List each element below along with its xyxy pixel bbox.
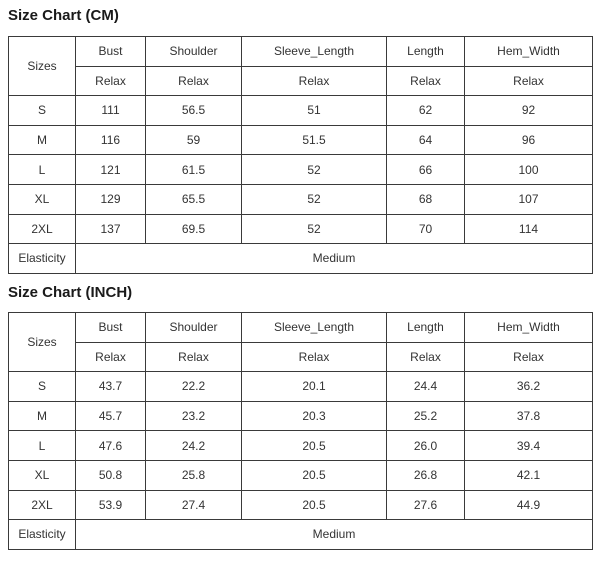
measurement-cell: 121 (76, 155, 146, 185)
size-chart-cm-table (8, 36, 593, 274)
fit-cell: Relax (387, 66, 465, 96)
size-label-cell: XL (9, 184, 76, 214)
fit-cell: Relax (387, 342, 465, 372)
fit-cell: Relax (465, 342, 593, 372)
measurement-cell: 20.1 (242, 372, 387, 402)
header-row (9, 37, 593, 67)
measurement-cell: 52 (242, 155, 387, 185)
column-header-cell: Shoulder (146, 313, 242, 343)
measurement-cell: 42.1 (465, 460, 593, 490)
measurement-cell: 22.2 (146, 372, 242, 402)
elasticity-row (9, 244, 593, 274)
column-header-cell: Length (387, 313, 465, 343)
elasticity-value-cell: Medium (76, 520, 593, 550)
column-header-cell: Shoulder (146, 37, 242, 67)
fit-cell: Relax (242, 66, 387, 96)
table-row (9, 372, 593, 402)
measurement-cell: 20.3 (242, 401, 387, 431)
measurement-cell: 23.2 (146, 401, 242, 431)
table-row (9, 155, 593, 185)
fit-row (9, 66, 593, 96)
measurement-cell: 52 (242, 184, 387, 214)
measurement-cell: 53.9 (76, 490, 146, 520)
measurement-cell: 27.6 (387, 490, 465, 520)
measurement-cell: 44.9 (465, 490, 593, 520)
measurement-cell: 25.2 (387, 401, 465, 431)
size-label-cell: L (9, 431, 76, 461)
table-row (9, 184, 593, 214)
column-header-cell: Length (387, 37, 465, 67)
measurement-cell: 66 (387, 155, 465, 185)
measurement-cell: 111 (76, 96, 146, 126)
table-row (9, 401, 593, 431)
column-header-cell: Sleeve_Length (242, 313, 387, 343)
measurement-cell: 50.8 (76, 460, 146, 490)
size-label-cell: 2XL (9, 214, 76, 244)
measurement-cell: 26.8 (387, 460, 465, 490)
measurement-cell: 64 (387, 125, 465, 155)
measurement-cell: 137 (76, 214, 146, 244)
size-label-cell: S (9, 96, 76, 126)
measurement-cell: 43.7 (76, 372, 146, 402)
measurement-cell: 27.4 (146, 490, 242, 520)
measurement-cell: 39.4 (465, 431, 593, 461)
measurement-cell: 69.5 (146, 214, 242, 244)
column-header-cell: Hem_Width (465, 313, 593, 343)
measurement-cell: 92 (465, 96, 593, 126)
size-label-cell: M (9, 125, 76, 155)
measurement-cell: 24.4 (387, 372, 465, 402)
measurement-cell: 107 (465, 184, 593, 214)
fit-cell: Relax (76, 342, 146, 372)
measurement-cell: 20.5 (242, 431, 387, 461)
measurement-cell: 52 (242, 214, 387, 244)
elasticity-label-cell: Elasticity (9, 244, 76, 274)
measurement-cell: 24.2 (146, 431, 242, 461)
size-label-cell: XL (9, 460, 76, 490)
column-header-cell: Bust (76, 37, 146, 67)
measurement-cell: 59 (146, 125, 242, 155)
measurement-cell: 68 (387, 184, 465, 214)
measurement-cell: 20.5 (242, 490, 387, 520)
size-label-cell: S (9, 372, 76, 402)
measurement-cell: 65.5 (146, 184, 242, 214)
measurement-cell: 47.6 (76, 431, 146, 461)
measurement-cell: 45.7 (76, 401, 146, 431)
measurement-cell: 25.8 (146, 460, 242, 490)
measurement-cell: 61.5 (146, 155, 242, 185)
measurement-cell: 114 (465, 214, 593, 244)
measurement-cell: 116 (76, 125, 146, 155)
measurement-cell: 20.5 (242, 460, 387, 490)
measurement-cell: 51 (242, 96, 387, 126)
measurement-cell: 129 (76, 184, 146, 214)
measurement-cell: 37.8 (465, 401, 593, 431)
header-row (9, 313, 593, 343)
fit-cell: Relax (76, 66, 146, 96)
fit-cell: Relax (465, 66, 593, 96)
column-header-cell: Sleeve_Length (242, 37, 387, 67)
elasticity-row (9, 520, 593, 550)
table-row (9, 96, 593, 126)
size-chart-cm-title: Size Chart (CM) (8, 7, 119, 24)
fit-cell: Relax (146, 342, 242, 372)
measurement-cell: 100 (465, 155, 593, 185)
measurement-cell: 51.5 (242, 125, 387, 155)
column-header-cell: Bust (76, 313, 146, 343)
measurement-cell: 26.0 (387, 431, 465, 461)
sizes-header-cell: Sizes (9, 313, 76, 372)
size-label-cell: 2XL (9, 490, 76, 520)
elasticity-label-cell: Elasticity (9, 520, 76, 550)
measurement-cell: 56.5 (146, 96, 242, 126)
measurement-cell: 36.2 (465, 372, 593, 402)
elasticity-value-cell: Medium (76, 244, 593, 274)
fit-cell: Relax (242, 342, 387, 372)
table-row (9, 490, 593, 520)
table-row (9, 214, 593, 244)
fit-row (9, 342, 593, 372)
table-row (9, 125, 593, 155)
table-row (9, 431, 593, 461)
sizes-header-cell: Sizes (9, 37, 76, 96)
size-chart-inch-table (8, 312, 593, 550)
measurement-cell: 96 (465, 125, 593, 155)
fit-cell: Relax (146, 66, 242, 96)
table-row (9, 460, 593, 490)
size-label-cell: L (9, 155, 76, 185)
size-chart-inch-title: Size Chart (INCH) (8, 284, 133, 301)
column-header-cell: Hem_Width (465, 37, 593, 67)
measurement-cell: 70 (387, 214, 465, 244)
measurement-cell: 62 (387, 96, 465, 126)
size-label-cell: M (9, 401, 76, 431)
